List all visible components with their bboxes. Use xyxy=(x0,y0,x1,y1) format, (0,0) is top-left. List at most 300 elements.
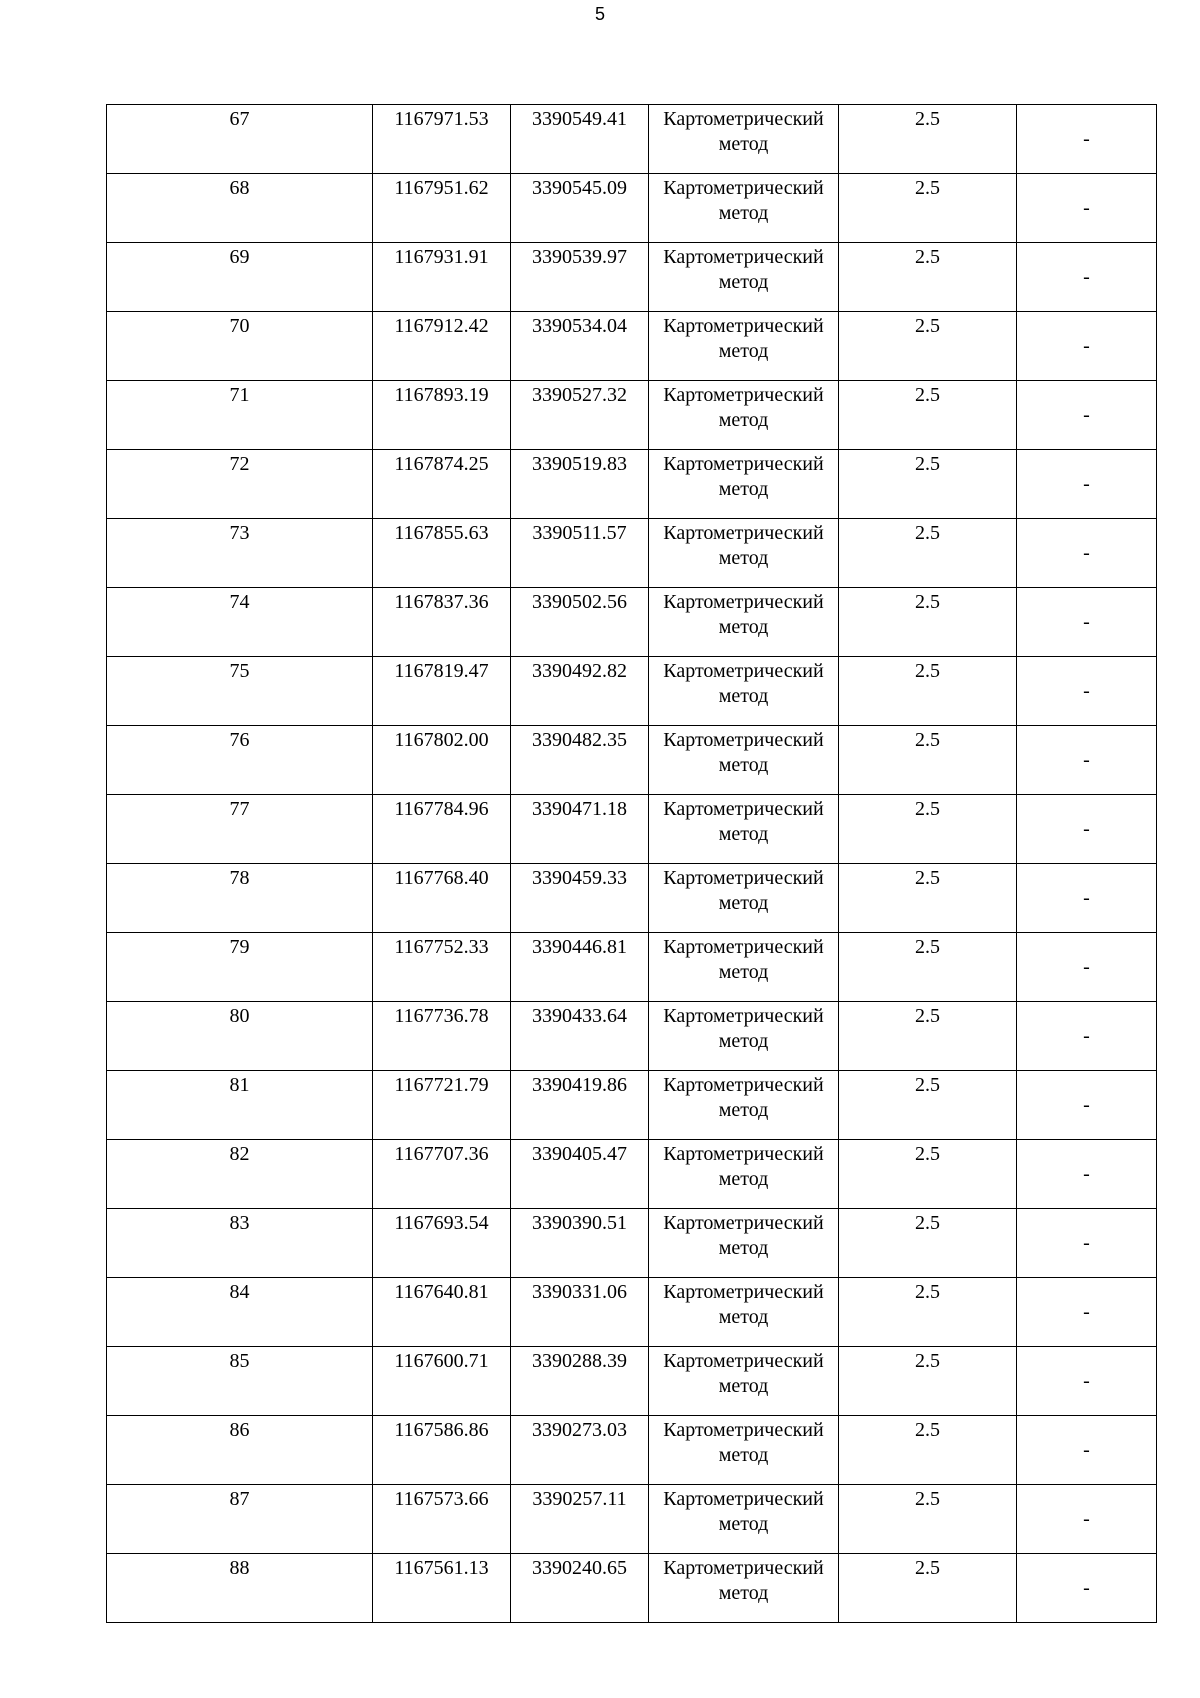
method-cell xyxy=(649,381,839,450)
precision-cell xyxy=(839,519,1017,588)
method-line-1: Картометрический xyxy=(663,1212,824,1234)
precision-cell xyxy=(839,933,1017,1002)
method-line-2: метод xyxy=(718,1306,769,1328)
x-coordinate-value: 1167768.40 xyxy=(394,867,489,889)
method-line-1: Картометрический xyxy=(663,1557,824,1579)
point-number-cell xyxy=(107,243,373,312)
method-line-2: метод xyxy=(718,1582,769,1604)
method-line-1: Картометрический xyxy=(663,384,824,406)
note-cell xyxy=(1017,1554,1157,1623)
y-coordinate-value: 3390288.39 xyxy=(532,1350,627,1372)
note-value: - xyxy=(1083,1093,1090,1116)
precision-cell xyxy=(839,864,1017,933)
note-cell xyxy=(1017,1002,1157,1071)
precision-cell xyxy=(839,174,1017,243)
method-line-1: Картометрический xyxy=(663,936,824,958)
x-coordinate-cell xyxy=(373,657,511,726)
note-cell xyxy=(1017,381,1157,450)
point-number-value: 81 xyxy=(229,1074,250,1096)
method-line-2: метод xyxy=(718,1168,769,1190)
table-row xyxy=(107,519,1157,588)
point-number-cell xyxy=(107,1278,373,1347)
precision-cell xyxy=(839,381,1017,450)
note-cell xyxy=(1017,174,1157,243)
point-number-cell xyxy=(107,1416,373,1485)
y-coordinate-value: 3390502.56 xyxy=(532,591,627,613)
point-number-cell xyxy=(107,105,373,174)
x-coordinate-value: 1167784.96 xyxy=(394,798,489,820)
method-line-2: метод xyxy=(718,271,769,293)
y-coordinate-value: 3390446.81 xyxy=(532,936,627,958)
method-line-1: Картометрический xyxy=(663,177,824,199)
page-number: 5 xyxy=(594,4,605,24)
note-cell xyxy=(1017,1485,1157,1554)
note-value: - xyxy=(1083,1300,1090,1323)
y-coordinate-cell xyxy=(511,933,649,1002)
note-cell xyxy=(1017,933,1157,1002)
point-number-cell xyxy=(107,1554,373,1623)
table-row xyxy=(107,105,1157,174)
method-line-2: метод xyxy=(718,133,769,155)
point-number-value: 79 xyxy=(229,936,250,958)
table-row xyxy=(107,450,1157,519)
point-number-value: 80 xyxy=(229,1005,250,1027)
note-value: - xyxy=(1083,403,1090,426)
method-line-2: метод xyxy=(718,1375,769,1397)
y-coordinate-cell xyxy=(511,588,649,657)
note-value: - xyxy=(1083,196,1090,219)
y-coordinate-value: 3390471.18 xyxy=(532,798,627,820)
x-coordinate-value: 1167855.63 xyxy=(394,522,489,544)
precision-value: 2.5 xyxy=(915,867,940,889)
point-number-cell xyxy=(107,726,373,795)
y-coordinate-cell xyxy=(511,105,649,174)
y-coordinate-cell xyxy=(511,864,649,933)
method-cell xyxy=(649,657,839,726)
point-number-value: 84 xyxy=(229,1281,250,1303)
point-number-value: 76 xyxy=(229,729,250,751)
precision-value: 2.5 xyxy=(915,1143,940,1165)
method-line-2: метод xyxy=(718,1030,769,1052)
method-cell xyxy=(649,726,839,795)
table-row xyxy=(107,174,1157,243)
precision-value: 2.5 xyxy=(915,177,940,199)
x-coordinate-cell xyxy=(373,519,511,588)
method-line-1: Картометрический xyxy=(663,1350,824,1372)
y-coordinate-cell xyxy=(511,1209,649,1278)
precision-value: 2.5 xyxy=(915,660,940,682)
note-cell xyxy=(1017,1416,1157,1485)
precision-value: 2.5 xyxy=(915,936,940,958)
x-coordinate-cell xyxy=(373,381,511,450)
note-cell xyxy=(1017,519,1157,588)
x-coordinate-cell xyxy=(373,243,511,312)
method-line-2: метод xyxy=(718,961,769,983)
x-coordinate-value: 1167951.62 xyxy=(394,177,489,199)
y-coordinate-cell xyxy=(511,243,649,312)
x-coordinate-cell xyxy=(373,588,511,657)
precision-cell xyxy=(839,1209,1017,1278)
x-coordinate-value: 1167802.00 xyxy=(394,729,489,751)
note-value: - xyxy=(1083,679,1090,702)
method-line-1: Картометрический xyxy=(663,1005,824,1027)
point-number-value: 88 xyxy=(229,1557,250,1579)
note-cell xyxy=(1017,1347,1157,1416)
y-coordinate-value: 3390527.32 xyxy=(532,384,627,406)
y-coordinate-value: 3390482.35 xyxy=(532,729,627,751)
table-row xyxy=(107,933,1157,1002)
method-cell xyxy=(649,1347,839,1416)
note-value: - xyxy=(1083,127,1090,150)
y-coordinate-value: 3390539.97 xyxy=(532,246,627,268)
y-coordinate-cell xyxy=(511,1485,649,1554)
x-coordinate-value: 1167693.54 xyxy=(394,1212,489,1234)
y-coordinate-cell xyxy=(511,381,649,450)
x-coordinate-value: 1167912.42 xyxy=(394,315,489,337)
note-cell xyxy=(1017,657,1157,726)
precision-cell xyxy=(839,657,1017,726)
method-cell xyxy=(649,174,839,243)
point-number-value: 73 xyxy=(229,522,250,544)
point-number-cell xyxy=(107,933,373,1002)
precision-cell xyxy=(839,1554,1017,1623)
note-cell xyxy=(1017,450,1157,519)
table-row xyxy=(107,726,1157,795)
point-number-value: 78 xyxy=(229,867,250,889)
note-value: - xyxy=(1083,886,1090,909)
x-coordinate-cell xyxy=(373,1347,511,1416)
method-line-1: Картометрический xyxy=(663,798,824,820)
x-coordinate-cell xyxy=(373,312,511,381)
precision-value: 2.5 xyxy=(915,798,940,820)
x-coordinate-cell xyxy=(373,933,511,1002)
y-coordinate-cell xyxy=(511,726,649,795)
method-cell xyxy=(649,1278,839,1347)
y-coordinate-value: 3390545.09 xyxy=(532,177,627,199)
x-coordinate-value: 1167600.71 xyxy=(394,1350,489,1372)
y-coordinate-cell xyxy=(511,1002,649,1071)
coordinates-table xyxy=(106,104,1157,1623)
note-cell xyxy=(1017,864,1157,933)
x-coordinate-cell xyxy=(373,795,511,864)
x-coordinate-cell xyxy=(373,1002,511,1071)
note-value: - xyxy=(1083,265,1090,288)
x-coordinate-value: 1167721.79 xyxy=(394,1074,489,1096)
y-coordinate-value: 3390331.06 xyxy=(532,1281,627,1303)
note-cell xyxy=(1017,312,1157,381)
point-number-value: 75 xyxy=(229,660,250,682)
point-number-cell xyxy=(107,588,373,657)
y-coordinate-value: 3390492.82 xyxy=(532,660,627,682)
precision-value: 2.5 xyxy=(915,1557,940,1579)
table-body xyxy=(107,105,1157,1623)
x-coordinate-cell xyxy=(373,1071,511,1140)
point-number-value: 87 xyxy=(229,1488,250,1510)
method-line-1: Картометрический xyxy=(663,453,824,475)
y-coordinate-cell xyxy=(511,1416,649,1485)
method-line-2: метод xyxy=(718,1444,769,1466)
x-coordinate-value: 1167874.25 xyxy=(394,453,489,475)
y-coordinate-value: 3390257.11 xyxy=(532,1488,627,1510)
note-value: - xyxy=(1083,472,1090,495)
table-row xyxy=(107,795,1157,864)
point-number-cell xyxy=(107,450,373,519)
y-coordinate-value: 3390549.41 xyxy=(532,108,627,130)
y-coordinate-cell xyxy=(511,174,649,243)
table-row xyxy=(107,588,1157,657)
note-cell xyxy=(1017,1209,1157,1278)
x-coordinate-value: 1167931.91 xyxy=(394,246,489,268)
precision-cell xyxy=(839,726,1017,795)
y-coordinate-cell xyxy=(511,1347,649,1416)
precision-value: 2.5 xyxy=(915,108,940,130)
method-line-1: Картометрический xyxy=(663,315,824,337)
x-coordinate-cell xyxy=(373,726,511,795)
y-coordinate-value: 3390433.64 xyxy=(532,1005,627,1027)
precision-cell xyxy=(839,588,1017,657)
table-row xyxy=(107,1071,1157,1140)
point-number-cell xyxy=(107,174,373,243)
precision-value: 2.5 xyxy=(915,384,940,406)
precision-value: 2.5 xyxy=(915,1419,940,1441)
y-coordinate-cell xyxy=(511,795,649,864)
y-coordinate-value: 3390240.65 xyxy=(532,1557,627,1579)
method-cell xyxy=(649,588,839,657)
y-coordinate-value: 3390390.51 xyxy=(532,1212,627,1234)
point-number-cell xyxy=(107,657,373,726)
x-coordinate-cell xyxy=(373,1140,511,1209)
method-line-2: метод xyxy=(718,754,769,776)
method-line-2: метод xyxy=(718,409,769,431)
method-line-1: Картометрический xyxy=(663,591,824,613)
table-row xyxy=(107,657,1157,726)
table-row xyxy=(107,1209,1157,1278)
method-line-1: Картометрический xyxy=(663,1143,824,1165)
method-line-1: Картометрический xyxy=(663,246,824,268)
method-line-1: Картометрический xyxy=(663,660,824,682)
x-coordinate-cell xyxy=(373,1554,511,1623)
note-value: - xyxy=(1083,1024,1090,1047)
note-cell xyxy=(1017,588,1157,657)
method-line-1: Картометрический xyxy=(663,1074,824,1096)
y-coordinate-value: 3390459.33 xyxy=(532,867,627,889)
y-coordinate-cell xyxy=(511,657,649,726)
x-coordinate-cell xyxy=(373,174,511,243)
method-cell xyxy=(649,1002,839,1071)
point-number-value: 69 xyxy=(229,246,250,268)
y-coordinate-value: 3390419.86 xyxy=(532,1074,627,1096)
note-cell xyxy=(1017,105,1157,174)
table-row xyxy=(107,381,1157,450)
method-line-2: метод xyxy=(718,1237,769,1259)
method-cell xyxy=(649,1416,839,1485)
method-cell xyxy=(649,519,839,588)
method-line-2: метод xyxy=(718,202,769,224)
y-coordinate-cell xyxy=(511,519,649,588)
table-row xyxy=(107,1416,1157,1485)
method-line-1: Картометрический xyxy=(663,522,824,544)
table-row xyxy=(107,1278,1157,1347)
table-row xyxy=(107,1140,1157,1209)
method-line-2: метод xyxy=(718,1513,769,1535)
precision-value: 2.5 xyxy=(915,591,940,613)
precision-value: 2.5 xyxy=(915,1212,940,1234)
precision-cell xyxy=(839,1485,1017,1554)
precision-cell xyxy=(839,1140,1017,1209)
method-cell xyxy=(649,105,839,174)
point-number-value: 86 xyxy=(229,1419,250,1441)
table-row xyxy=(107,1554,1157,1623)
method-cell xyxy=(649,243,839,312)
x-coordinate-value: 1167573.66 xyxy=(394,1488,489,1510)
method-line-2: метод xyxy=(718,478,769,500)
x-coordinate-cell xyxy=(373,450,511,519)
precision-cell xyxy=(839,243,1017,312)
table-row xyxy=(107,864,1157,933)
precision-value: 2.5 xyxy=(915,315,940,337)
precision-value: 2.5 xyxy=(915,1281,940,1303)
method-line-1: Картометрический xyxy=(663,729,824,751)
method-cell xyxy=(649,1209,839,1278)
method-cell xyxy=(649,1071,839,1140)
precision-value: 2.5 xyxy=(915,1350,940,1372)
x-coordinate-cell xyxy=(373,1209,511,1278)
table-row xyxy=(107,1347,1157,1416)
table-row xyxy=(107,1002,1157,1071)
note-value: - xyxy=(1083,541,1090,564)
y-coordinate-cell xyxy=(511,1071,649,1140)
point-number-cell xyxy=(107,519,373,588)
method-line-1: Картометрический xyxy=(663,1419,824,1441)
note-value: - xyxy=(1083,748,1090,771)
precision-value: 2.5 xyxy=(915,1488,940,1510)
precision-cell xyxy=(839,1347,1017,1416)
method-cell xyxy=(649,1554,839,1623)
point-number-cell xyxy=(107,864,373,933)
point-number-cell xyxy=(107,312,373,381)
precision-cell xyxy=(839,312,1017,381)
method-cell xyxy=(649,795,839,864)
precision-value: 2.5 xyxy=(915,453,940,475)
point-number-value: 85 xyxy=(229,1350,250,1372)
precision-value: 2.5 xyxy=(915,729,940,751)
x-coordinate-value: 1167893.19 xyxy=(394,384,489,406)
method-line-2: метод xyxy=(718,1099,769,1121)
precision-cell xyxy=(839,450,1017,519)
method-cell xyxy=(649,450,839,519)
point-number-value: 70 xyxy=(229,315,250,337)
y-coordinate-cell xyxy=(511,1140,649,1209)
precision-cell xyxy=(839,1002,1017,1071)
note-cell xyxy=(1017,726,1157,795)
y-coordinate-value: 3390511.57 xyxy=(532,522,627,544)
y-coordinate-value: 3390405.47 xyxy=(532,1143,627,1165)
point-number-value: 67 xyxy=(229,108,250,130)
point-number-value: 82 xyxy=(229,1143,250,1165)
point-number-value: 74 xyxy=(229,591,250,613)
note-value: - xyxy=(1083,1231,1090,1254)
note-cell xyxy=(1017,243,1157,312)
method-cell xyxy=(649,1485,839,1554)
x-coordinate-cell xyxy=(373,864,511,933)
precision-cell xyxy=(839,1071,1017,1140)
note-value: - xyxy=(1083,1507,1090,1530)
x-coordinate-cell xyxy=(373,105,511,174)
point-number-cell xyxy=(107,1485,373,1554)
precision-value: 2.5 xyxy=(915,246,940,268)
precision-cell xyxy=(839,1278,1017,1347)
method-cell xyxy=(649,864,839,933)
method-line-2: метод xyxy=(718,823,769,845)
point-number-cell xyxy=(107,381,373,450)
x-coordinate-value: 1167736.78 xyxy=(394,1005,489,1027)
precision-cell xyxy=(839,1416,1017,1485)
table-row xyxy=(107,243,1157,312)
y-coordinate-value: 3390534.04 xyxy=(532,315,627,337)
y-coordinate-cell xyxy=(511,1554,649,1623)
x-coordinate-value: 1167819.47 xyxy=(394,660,489,682)
note-cell xyxy=(1017,1278,1157,1347)
y-coordinate-cell xyxy=(511,312,649,381)
x-coordinate-value: 1167640.81 xyxy=(394,1281,489,1303)
x-coordinate-cell xyxy=(373,1278,511,1347)
precision-value: 2.5 xyxy=(915,1074,940,1096)
note-value: - xyxy=(1083,334,1090,357)
point-number-cell xyxy=(107,1140,373,1209)
x-coordinate-value: 1167561.13 xyxy=(394,1557,489,1579)
method-line-1: Картометрический xyxy=(663,1488,824,1510)
note-value: - xyxy=(1083,817,1090,840)
y-coordinate-cell xyxy=(511,450,649,519)
precision-cell xyxy=(839,795,1017,864)
x-coordinate-value: 1167837.36 xyxy=(394,591,489,613)
method-cell xyxy=(649,933,839,1002)
point-number-value: 72 xyxy=(229,453,250,475)
point-number-cell xyxy=(107,1347,373,1416)
precision-cell xyxy=(839,105,1017,174)
method-line-2: метод xyxy=(718,340,769,362)
point-number-cell xyxy=(107,795,373,864)
x-coordinate-value: 1167971.53 xyxy=(394,108,489,130)
note-value: - xyxy=(1083,610,1090,633)
precision-value: 2.5 xyxy=(915,1005,940,1027)
note-value: - xyxy=(1083,1162,1090,1185)
method-line-1: Картометрический xyxy=(663,867,824,889)
note-value: - xyxy=(1083,1576,1090,1599)
x-coordinate-value: 1167752.33 xyxy=(394,936,489,958)
point-number-cell xyxy=(107,1071,373,1140)
point-number-cell xyxy=(107,1209,373,1278)
x-coordinate-value: 1167707.36 xyxy=(394,1143,489,1165)
method-line-2: метод xyxy=(718,685,769,707)
point-number-cell xyxy=(107,1002,373,1071)
method-line-2: метод xyxy=(718,616,769,638)
precision-value: 2.5 xyxy=(915,522,940,544)
y-coordinate-value: 3390519.83 xyxy=(532,453,627,475)
y-coordinate-cell xyxy=(511,1278,649,1347)
note-value: - xyxy=(1083,1369,1090,1392)
method-cell xyxy=(649,1140,839,1209)
y-coordinate-value: 3390273.03 xyxy=(532,1419,627,1441)
note-value: - xyxy=(1083,955,1090,978)
method-line-2: метод xyxy=(718,547,769,569)
method-line-1: Картометрический xyxy=(663,108,824,130)
note-cell xyxy=(1017,795,1157,864)
note-cell xyxy=(1017,1140,1157,1209)
x-coordinate-cell xyxy=(373,1416,511,1485)
point-number-value: 68 xyxy=(229,177,250,199)
point-number-value: 77 xyxy=(229,798,250,820)
